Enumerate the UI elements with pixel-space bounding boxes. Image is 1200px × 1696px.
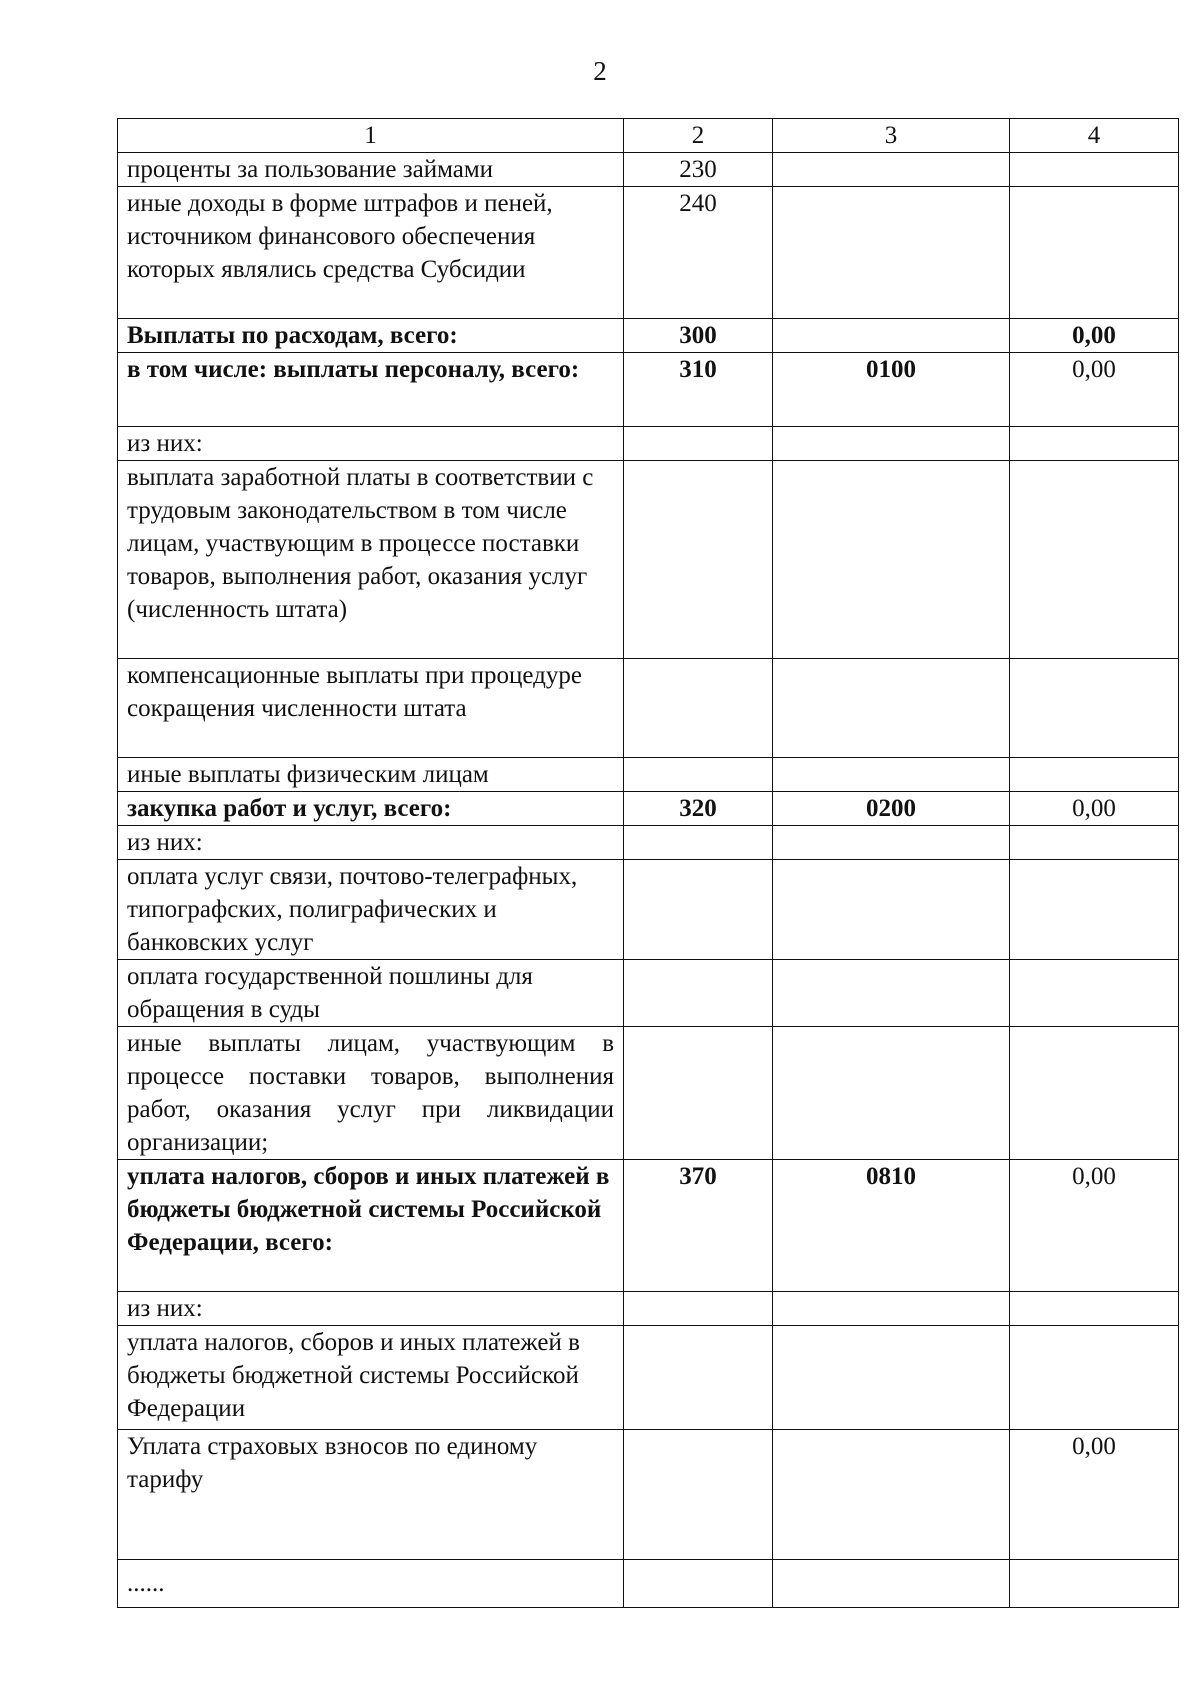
- row-code: [624, 1326, 773, 1430]
- row-kbk: [773, 1560, 1010, 1608]
- header-col-3: 3: [773, 119, 1010, 153]
- table-row-total: [118, 792, 1179, 826]
- table-header-row: [118, 119, 1179, 153]
- row-code: [624, 1027, 773, 1160]
- row-amount: 0,00: [1010, 353, 1179, 427]
- table-row: [118, 461, 1179, 659]
- row-kbk: [773, 319, 1010, 353]
- row-kbk: [773, 461, 1010, 659]
- row-amount: [1010, 960, 1179, 1027]
- row-amount: [1010, 1292, 1179, 1326]
- row-name: из них:: [118, 427, 624, 461]
- table-row: [118, 758, 1179, 792]
- row-kbk: [773, 153, 1010, 187]
- row-name: уплата налогов, сборов и иных платежей в бюджеты бюджетной системы Российской Федерации: [118, 1326, 624, 1430]
- table-row: [118, 427, 1179, 461]
- row-name: из них:: [118, 1292, 624, 1326]
- row-amount: 0,00: [1010, 319, 1179, 353]
- row-code: [624, 427, 773, 461]
- row-amount: [1010, 826, 1179, 860]
- row-name: иные доходы в форме штрафов и пеней, источником финансового обеспечения которых являлись средства Субсидии: [118, 187, 624, 319]
- table-row: [118, 960, 1179, 1027]
- row-name: уплата налогов, сборов и иных платежей в бюджеты бюджетной системы Российской Федерации, всего:: [118, 1160, 624, 1292]
- table-row: [118, 1560, 1179, 1608]
- table-row: [118, 187, 1179, 319]
- row-name: иные выплаты лицам, участвующим в процессе поставки товаров, выполнения работ, оказания услуг при ликвидации организации;: [118, 1027, 624, 1160]
- row-kbk: [773, 1430, 1010, 1560]
- row-kbk: [773, 826, 1010, 860]
- row-amount: [1010, 1560, 1179, 1608]
- row-amount: [1010, 187, 1179, 319]
- row-kbk: 0100: [773, 353, 1010, 427]
- table-row: [118, 860, 1179, 960]
- row-name: компенсационные выплаты при процедуре сокращения численности штата: [118, 659, 624, 758]
- table-row: [118, 826, 1179, 860]
- row-code: [624, 826, 773, 860]
- row-amount: [1010, 153, 1179, 187]
- table-row: [118, 153, 1179, 187]
- payments-table: [117, 118, 1179, 1608]
- row-name: оплата государственной пошлины для обращения в суды: [118, 960, 624, 1027]
- row-amount: [1010, 860, 1179, 960]
- row-kbk: 0200: [773, 792, 1010, 826]
- row-code: [624, 1430, 773, 1560]
- header-col-4: 4: [1010, 119, 1179, 153]
- row-amount: [1010, 427, 1179, 461]
- row-code: [624, 461, 773, 659]
- row-kbk: [773, 659, 1010, 758]
- row-amount: [1010, 659, 1179, 758]
- table-row: [118, 1326, 1179, 1430]
- row-name: Выплаты по расходам, всего:: [118, 319, 624, 353]
- row-kbk: [773, 758, 1010, 792]
- row-kbk: [773, 427, 1010, 461]
- row-kbk: [773, 1326, 1010, 1430]
- table-row: [118, 1430, 1179, 1560]
- row-kbk: 0810: [773, 1160, 1010, 1292]
- header-col-2: 2: [624, 119, 773, 153]
- row-code: 320: [624, 792, 773, 826]
- row-amount: 0,00: [1010, 1160, 1179, 1292]
- row-code: [624, 1560, 773, 1608]
- row-amount: 0,00: [1010, 792, 1179, 826]
- row-code: [624, 860, 773, 960]
- row-code: 230: [624, 153, 773, 187]
- row-name: из них:: [118, 826, 624, 860]
- table-row: [118, 1027, 1179, 1160]
- row-code: 310: [624, 353, 773, 427]
- row-amount: [1010, 1027, 1179, 1160]
- row-amount: [1010, 461, 1179, 659]
- row-name: ......: [118, 1560, 624, 1608]
- row-code: [624, 659, 773, 758]
- row-name: выплата заработной платы в соответствии с трудовым законодательством в том числе лицам, участвующим в процессе поставки товаров, выполнения работ, оказания услуг (численность штата): [118, 461, 624, 659]
- table-row-total: [118, 319, 1179, 353]
- row-name: оплата услуг связи, почтово-телеграфных, типографских, полиграфических и банковских услуг: [118, 860, 624, 960]
- row-code: [624, 758, 773, 792]
- header-col-1: 1: [118, 119, 624, 153]
- row-kbk: [773, 1292, 1010, 1326]
- row-code: [624, 1292, 773, 1326]
- row-amount: 0,00: [1010, 1430, 1179, 1560]
- row-code: 370: [624, 1160, 773, 1292]
- table-row-total: [118, 1160, 1179, 1292]
- row-name: проценты за пользование займами: [118, 153, 624, 187]
- row-name: Уплата страховых взносов по единому тарифу: [118, 1430, 624, 1560]
- row-kbk: [773, 860, 1010, 960]
- row-amount: [1010, 758, 1179, 792]
- row-kbk: [773, 187, 1010, 319]
- row-name: в том числе: выплаты персоналу, всего:: [118, 353, 624, 427]
- row-amount: [1010, 1326, 1179, 1430]
- row-name: иные выплаты физическим лицам: [118, 758, 624, 792]
- row-code: [624, 960, 773, 1027]
- page-number: 2: [593, 56, 607, 86]
- row-code: 300: [624, 319, 773, 353]
- row-name: закупка работ и услуг, всего:: [118, 792, 624, 826]
- row-code: 240: [624, 187, 773, 319]
- table-row: [118, 659, 1179, 758]
- row-kbk: [773, 1027, 1010, 1160]
- row-kbk: [773, 960, 1010, 1027]
- table-row-total: [118, 353, 1179, 427]
- table-row: [118, 1292, 1179, 1326]
